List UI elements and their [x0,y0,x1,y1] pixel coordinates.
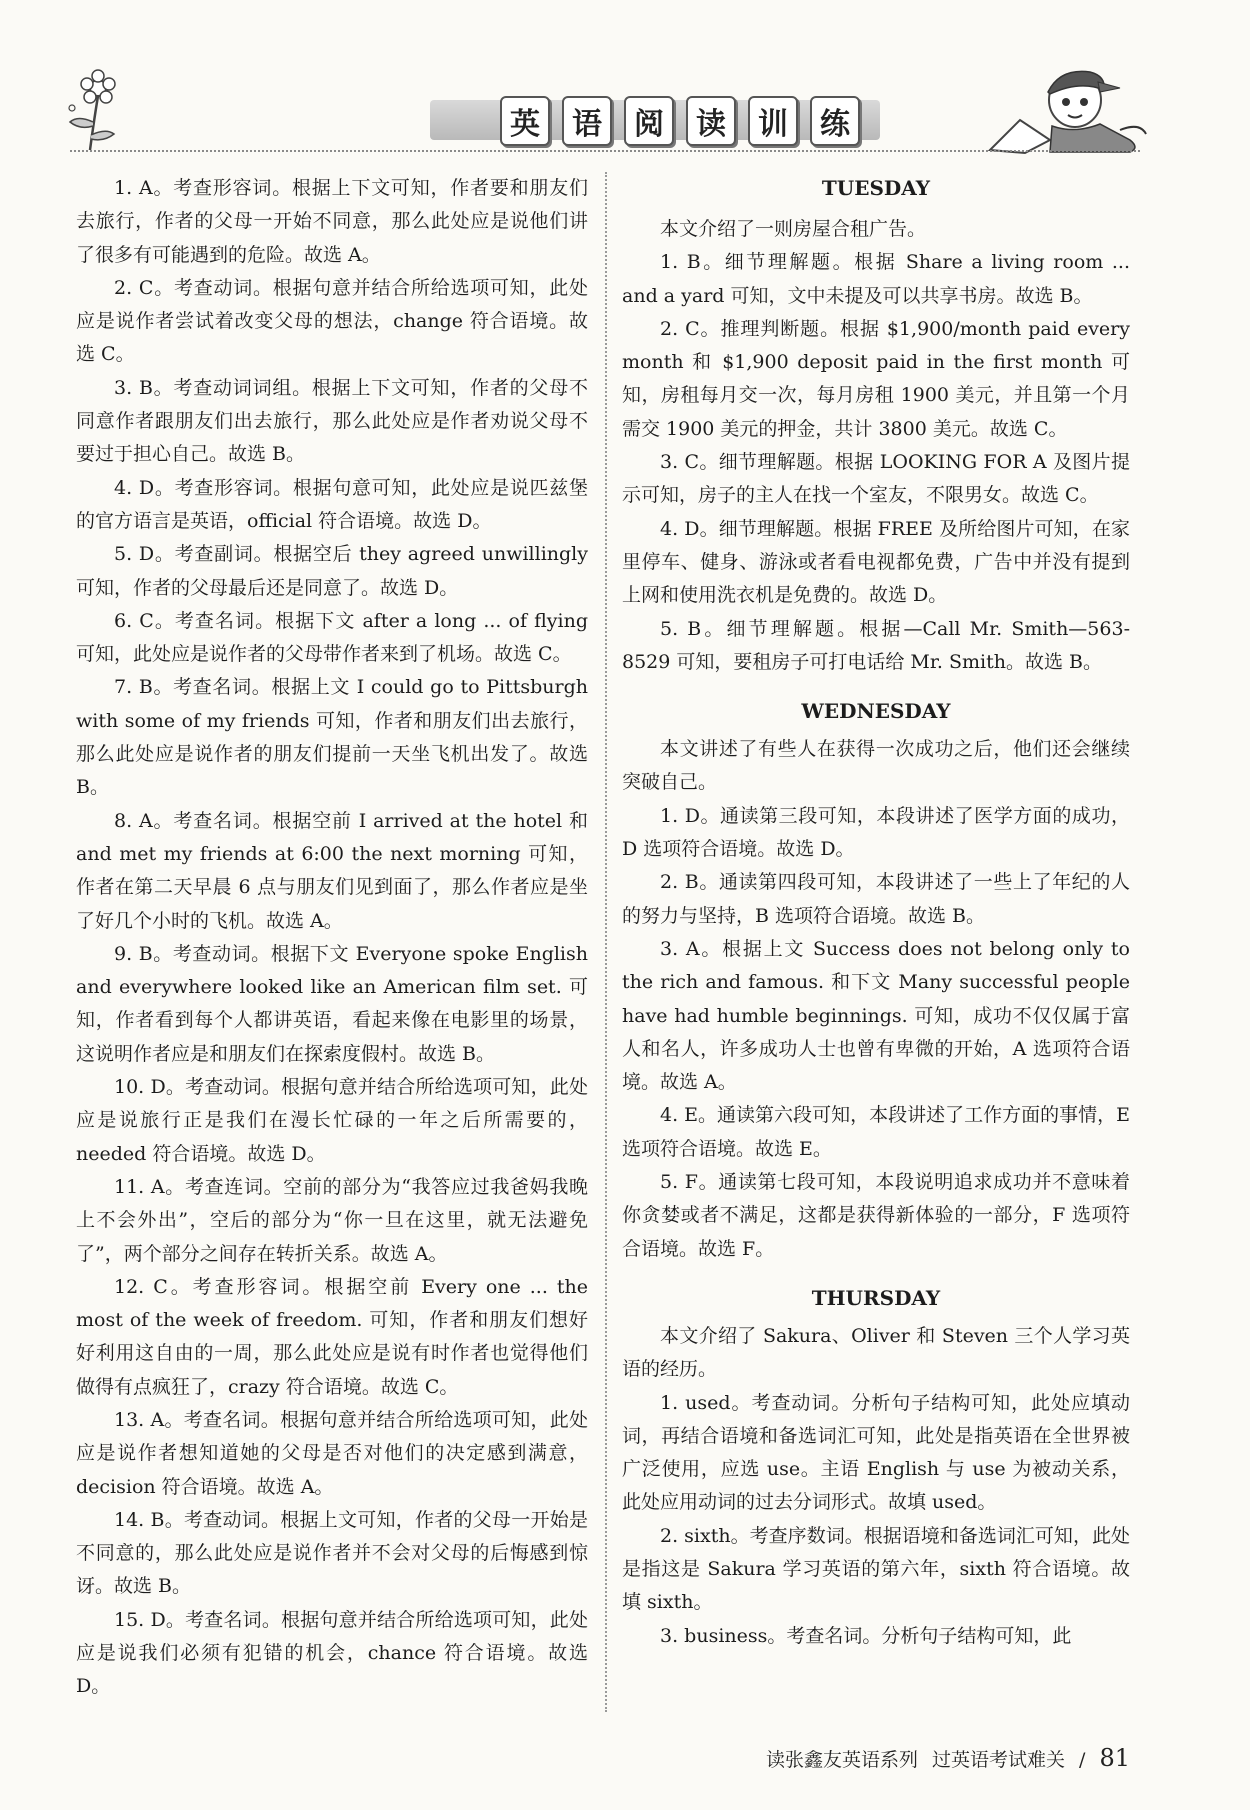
answer-item: 2. C。考查动词。根据句意并结合所给选项可知，此处应是说作者尝试着改变父母的想法，change 符合语境。故选 C。 [76,276,588,366]
reading-boy-icon [980,60,1150,155]
answer-item: 12. C。考查形容词。根据空前 Every one ... the most of the week of freedom. 可知，作者和朋友们想好好利用这自由的一周，那么此处应是说有时作者也觉得他们做得有点疯狂了，crazy 符合语境。故选 C。 [76,1275,588,1398]
answer-item: 15. D。考查名词。根据句意并结合所给选项可知，此处应是说我们必须有犯错的机会，chance 符合语境。故选 D。 [76,1608,588,1698]
answer-item: 14. B。考查动词。根据上文可知，作者的父母一开始是不同意的，那么此处应是说作者并不会对父母的后悔感到惊讶。故选 B。 [76,1508,588,1598]
section-heading-thursday: THURSDAY [811,1285,941,1310]
answer-item: 1. B。细节理解题。根据 Share a living room ... and a yard 可知，文中未提及可以共享书房。故选 B。 [622,251,1130,307]
answer-item: 2. sixth。考查序数词。根据语境和备选词汇可知，此处是指这是 Sakura 学习英语的第六年，sixth 符合语境。故填 sixth。 [622,1524,1130,1614]
title-char: 语 [562,96,612,146]
header-rule [70,150,1140,152]
answer-item: 3. B。考查动词词组。根据上下文可知，作者的父母不同意作者跟朋友们出去旅行，那么此处应是作者劝说父母不要过于担心自己。故选 B。 [76,376,588,466]
footer-slash: / [1079,1749,1086,1771]
title-char: 练 [810,96,860,146]
section-heading-wednesday: WEDNESDAY [801,699,951,724]
answer-item: 2. B。通读第四段可知，本段讲述了一些上了年纪的人的努力与坚持，B 选项符合语境。故选 B。 [622,871,1130,927]
page-footer [766,1744,1130,1772]
answer-item: 6. C。考查名词。根据下文 after a long ... of flying 可知，此处应是说作者的父母带作者来到了机场。故选 C。 [76,609,588,666]
answer-item: 11. A。考查连词。空前的部分为“我答应过我爸妈我晚上不会外出”，空后的部分为“你一旦在这里，就无法避免了”，两个部分之间存在转折关系。故选 A。 [76,1175,588,1265]
answer-item: 5. B。细节理解题。根据—Call Mr. Smith—563-8529 可知，要租房子可打电话给 Mr. Smith。故选 B。 [622,617,1130,673]
answer-item: 3. C。细节理解题。根据 LOOKING FOR A 及图片提示可知，房子的主人在找一个室友，不限男女。故选 C。 [622,451,1130,507]
answer-item: 3. business。考查名词。分析句子结构可知，此 [660,1624,1072,1647]
answer-item: 1. A。考查形容词。根据上下文可知，作者要和朋友们去旅行，作者的父母一开始不同意，那么此处应是说他们讲了很多有可能遇到的危险。故选 A。 [76,177,588,266]
page-title [500,96,860,146]
answer-item: 7. B。考查名词。根据上文 I could go to Pittsburgh with some of my friends 可知，作者和朋友们出去旅行，那么此处应是说作者的朋友们提前一天坐飞机出发了。故选 B。 [76,676,588,799]
title-char: 英 [500,96,550,146]
title-char: 训 [748,96,798,146]
title-char: 阅 [624,96,674,146]
page-header [60,60,1140,155]
answer-item: 2. C。推理判断题。根据 $1,900/month paid every month 和 $1,900 deposit paid in the first month 可知，房租每月交一次，每月房租 1900 美元，并且第一个月需交 1900 美元的押金，共计 3800 美元。故选 C。 [622,317,1130,440]
answer-item: 4. E。通读第六段可知，本段讲述了工作方面的事情，E 选项符合语境。故选 E。 [622,1104,1130,1160]
answer-item: 3. A。根据上文 Success does not belong only to the rich and famous. 和下文 Many successful people have had humble beginnings. 可知，成功不仅仅属于富人和名人，许多成功人士也曾有卑微的开始，A 选项符合语境。故选 A。 [622,937,1130,1094]
answer-item: 9. B。考查动词。根据下文 Everyone spoke English and everywhere looked like an American film set. 可知，作者看到每个人都讲英语，看起来像在电影里的场景，这说明作者应是和朋友们在探索度假村。故选 B。 [76,942,588,1065]
answer-item: 10. D。考查动词。根据句意并结合所给选项可知，此处应是说旅行正是我们在漫长忙碌的一年之后所需要的，needed 符合语境。故选 D。 [76,1076,588,1165]
answer-item: 1. D。通读第三段可知，本段讲述了医学方面的成功，D 选项符合语境。故选 D。 [622,804,1130,861]
section-summary: 本文讲述了有些人在获得一次成功之后，他们还会继续突破自己。 [622,738,1130,794]
page-number: 81 [1099,1744,1130,1772]
title-char: 读 [686,96,736,146]
answer-item: 8. A。考查名词。根据空前 I arrived at the hotel 和 and met my friends at 6:00 the next morning 可知，作者在第二天早晨 6 点与朋友们见到面了，那么作者应是坐了好几个小时的飞机。故选 A。 [76,809,588,932]
answer-item: 13. A。考查名词。根据句意并结合所给选项可知，此处应是说作者想知道她的父母是否对他们的决定感到满意，decision 符合语境。故选 A。 [76,1408,588,1498]
answer-item: 5. F。通读第七段可知，本段说明追求成功并不意味着你贪婪或者不满足，这都是获得新体验的一部分，F 选项符合语境。故选 F。 [622,1171,1130,1260]
answer-item: 4. D。细节理解题。根据 FREE 及所给图片可知，在家里停车、健身、游泳或者看电视都免费，广告中并没有提到上网和使用洗衣机是免费的。故选 D。 [622,517,1130,607]
series-name: 读张鑫友英语系列 [766,1749,919,1771]
right-column [622,172,1130,1653]
flower-icon [60,60,130,155]
section-heading-tuesday: TUESDAY [821,176,931,200]
section-summary: 本文介绍了 Sakura、Oliver 和 Steven 三个人学习英语的经历。 [622,1324,1130,1381]
section-summary: 本文介绍了一则房屋合租广告。 [660,218,927,240]
left-column [76,172,588,1704]
answer-item: 1. used。考查动词。分析句子结构可知，此处应填动词，再结合语境和备选词汇可知，此处是指英语在全世界被广泛使用，应选 use。主语 English 与 use 为被动关系，此处应用动词的过去分词形式。故填 used。 [622,1391,1130,1514]
series-subtitle: 过英语考试难关 [932,1749,1066,1771]
answer-item: 4. D。考查形容词。根据句意可知，此处应是说匹兹堡的官方语言是英语，official 符合语境。故选 D。 [76,476,588,532]
answer-item: 5. D。考查副词。根据空后 they agreed unwillingly 可知，作者的父母最后还是同意了。故选 D。 [76,543,588,599]
column-divider [605,172,607,1712]
